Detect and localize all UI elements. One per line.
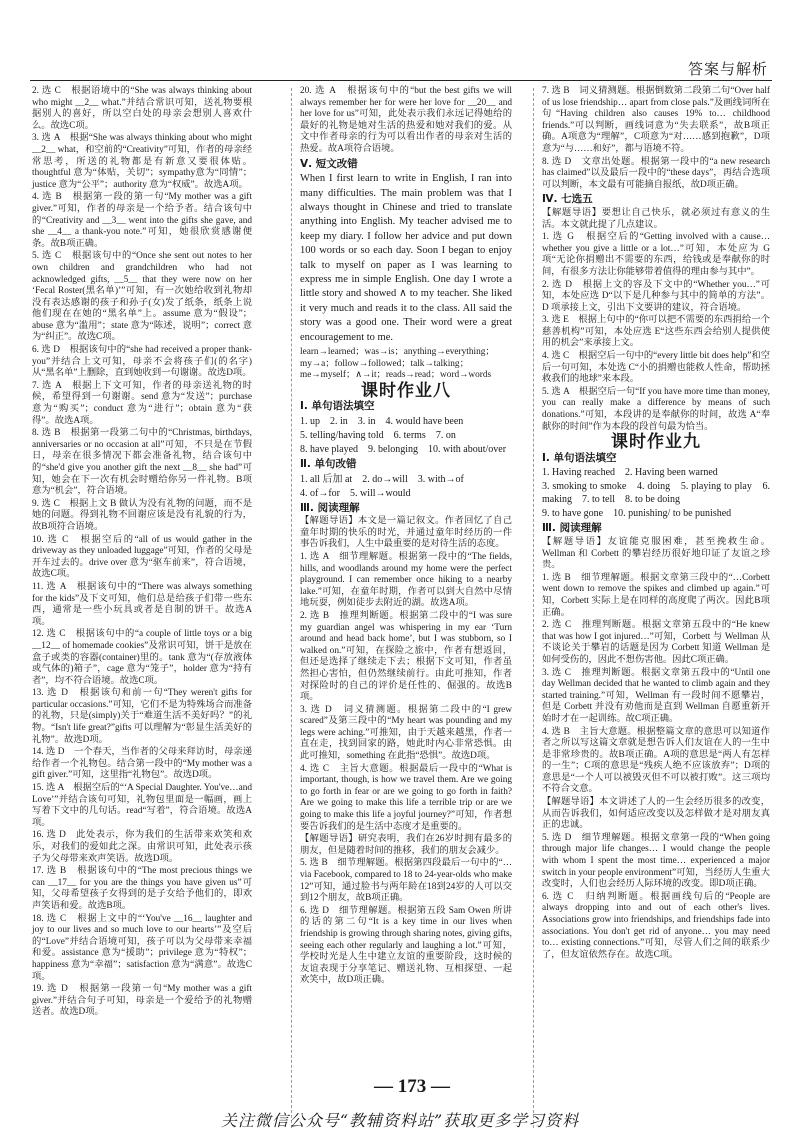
answer-item: 1. 选 B 细节理解题。根据文章第三段中的“…Corbett went down to remove the spikes and climbed up again.”可知，Corbett 实际上是在同样的高度爬了两次。因此B项正确。: [542, 572, 770, 618]
answer-line: 1. all 后加 at 2. do→will 3. with→of: [300, 473, 464, 485]
answer-line: 9. to have gone 10. punishing/ to be punished: [542, 508, 732, 520]
answer-item: 16. 选 D 此处表示，你为我们的生活带来欢笑和欢乐，对我们的爱如此之深。由常识可知，此处表示孩子为父母带来欢声笑语。故选D项。: [32, 830, 252, 864]
column-left: [32, 86, 252, 1020]
error-correction-essay: [300, 172, 512, 345]
answer-item: 6. 选 C 归纳判断题。根据画线句后的“People are always dropping into and out of each other's lives. Associations grow into friendships, and friendships fade into associations. You don't get rid of anyone… you may need to… existing connections.”可知，尽管人们之间的联系少了，但友谊依然存在。故选C项。: [542, 891, 770, 960]
answer-item: 4. 选 B 根据第一段的第一句“My mother was a gift giver.”可知，作者的母亲是一个给予者。结合该句中的“Creativity and __3__ went into the gifts she gave, and she __4__ a thank-you note.”可知，她很欣赏感谢便条。故B项正确。: [32, 192, 252, 249]
answer-item: 2. 选 C 根据语境中的“She was always thinking about who might __2__ what.”并结合常识可知，送礼物要根据别人的喜好，所以空白处的母亲会想别人喜欢什么。故选C项。: [32, 86, 252, 131]
header-rule: [30, 80, 772, 81]
answer-item: 5. 选 B 细节理解题。根据第四段最后一句中的“…via Facebook, compared to 18 to 24-year-olds who make 12”可知，通过脸书与两年龄在18到24岁的人可以交到12个朋友，故B项正确。: [300, 858, 512, 904]
answer-line: 1. Having reached 2. Having been warned: [542, 467, 718, 479]
answer-item: 1. 选 A 细节理解题。根据第一段中的“The fields, hills, and woodlands around my home were the perfect playground. I can remember once hiking to a nearby lake.”可知，在童年时期，作者可以到大自然中尽情地玩耍，例如徒步去附近的湖。故选A项。: [300, 551, 512, 609]
answer-item: 9. 选 C 根据上文 B 做认为没有礼物的问题，而不是她的问题。得到礼物不回谢应该是没有礼貌的行为，故B项符合语境。: [32, 498, 252, 532]
answer-item: 18. 选 C 根据上文中的“‘You've __16__ laughter and joy to our lives and so much love to our hearts’”及空后的“Love”并结合语境可知，孩子可以为父母带来幸福和爱。assistance 意为“援助”；privilege 意为“特权”；happiness 意为“幸福”；satisfaction 意为“满意”。故选C项。: [32, 913, 252, 982]
answer-line: 4. of→for 5. will→would: [300, 487, 411, 499]
answer-item: 8. 选 B 根据第一段第二句中的“Christmas, birthdays, anniversaries or no occasion at all”可知，不只是在节假日，母亲在很多情况下都会准备礼物，结合该句中的“she'd give you another gift the next __8__ she had”可知，她会在下一次有机会时赠给你另一件礼物。B项意为“机会”，符合语境。: [32, 428, 252, 497]
answer-item: 6. 选 D 细节理解题。根据第五段 Sam Owen 所讲的话的第二句“It is a key time in our lives when friendship is growing through sharing notes, giving gifts, seeing each other regularly and laughing a lot.”可知，学校时光是人生中建立友谊的重要阶段，这时候的友谊表现于分享笔记、赠送礼物、互相探望、一起欢笑中，故D项正确。: [300, 905, 513, 986]
column-divider: [291, 88, 292, 1128]
answer-item: 13. 选 D 根据该句和前一句“They weren't gifts for particular occasions.”可知，它们不是为特殊场合而准备的礼物，只是(simply)关于“难道生活不美好吗？”的礼物。“Isn't life great?”gifts 可以理解为“彰显生活美好的礼物”。故选D项。: [32, 688, 252, 745]
answer-item: 3. 选 A 根据“She was always thinking about who might __2__ what，和空前的“Creativity”可知，作者的母亲经常思考，所送的礼物都是有新意又要很体贴。thoughtful 意为“体贴，关切”；sympathy意为“同情”；justice 意为“公平”；authority 意为“权威”。故选A项。: [32, 133, 252, 190]
answer-line: 8. have played 9. belonging 10. with about/over: [300, 444, 507, 455]
section-heading: Ⅲ. 阅读理解: [542, 522, 602, 535]
answer-item: 7. 选 A 根据上下文可知，作者的母亲送礼物的时候，希望得到一句谢谢。send 意为“发送”；purchase 意为“购买”；conduct 意为“进行”；obtain 意为“获得”。故选A项。: [32, 380, 252, 426]
answer-item: 3. 选 C 推理判断题。根据文章第五段中的“Until one day Wellman decided that he wanted to climb again and they started training.”可知，Wellman 有一段时间不愿攀岩，但是 Corbett 并没有劝他而是直到 Wellman 自愿重新开始时才在一起训练。故C项正确。: [542, 667, 770, 724]
answer-line: 5. telling/having told 6. terms 7. on: [300, 430, 456, 441]
answer-item: 3. 选 E 根据上句中的“你可以把不需要的东西捐给一个慈善机构”可知，本处应选 E“这些东西会给别人提供使用的机会”来承接上文。: [542, 315, 770, 349]
answer-item: 【解题导语】研究表明，我们在26岁时拥有最多的朋友，但是随着时间的推移，我们的朋友会减少。: [300, 834, 512, 856]
answer-item: 11. 选 A 根据该句中的“There was always something for the kids”及下文可知，他们总是给孩子们带一些东西，通常是一些小玩具或者是自制的饼干。故选A项。: [32, 581, 252, 627]
answer-item: 【解题导语】要想让自己快乐，就必须过有意义的生活。本文就此提了几点建议。: [542, 207, 770, 230]
answer-item: 【解题导语】本文是一篇记叙文。作者回忆了自己童年时期的快乐的时光，并通过童年时经历的一件事告诉我们，人生中最重要的是对待生活的态度。: [300, 516, 512, 550]
column-right: [542, 86, 770, 962]
answer-item: 1. 选 G 根据空后的“Getting involved with a cause… whether you give a little or a lot…”可知，本处应为 G 项“无论你捐赠出不需要的东西，给钱或是奉献你的时间，有很多方法让你能够带着值得的理由参与其中”。: [542, 232, 770, 277]
answer-item: 4. 选 C 主旨大意题。根据最后一段中的“What is important, though, is how we travel them. Are we going to go forth in fear or are we going to go forth in faith? Are we going to make this life a terrible trip or are we going to make this life a joyful journey?”可知，作者想要告诉我们的是生活中态度才是重要的。: [300, 763, 512, 832]
answer-item: 2. 选 D 根据上文的容及下文中的“Whether you…”可知，本处应选 D“以下是几种参与其中的简单的方法”。D 项承接上文，引出下文要讲的建议，符合语境。: [542, 279, 770, 313]
answer-item: 2. 选 C 推理判断题。根据文章第五段中的“He knew that was how I got injured…”可知，Corbett 与 Wellman 从不谈论关于攀岩的话题是因为 Corbett 知道 Wellman 是如何受伤的，因此不想伤害他。因此C项正确。: [542, 620, 770, 665]
section-heading: Ⅲ. 阅读理解: [300, 501, 360, 514]
section-heading: Ⅰ. 单句语法填空: [300, 400, 375, 413]
answer-item: 17. 选 B 根据该句中的“The most precious things we can __17__ for you are the things you have given us”可知，父母希望孩子女得到的是子女给予他们的，即欢声笑语和爱。故选B项。: [32, 866, 252, 911]
answer-item: 【解题导语】友谊能克服困难，甚至挽救生命。Wellman 和 Corbett 的攀岩经历很好地印证了友谊之珍贵。: [542, 537, 770, 571]
footer-note: 关注微信公众号“教辅资料站”获取更多学习资料: [220, 1111, 580, 1130]
answer-item: 20. 选 A 根据该句中的“but the best gifts we will always remember her for were her love for __20__ and her love for us”可知，此处表示我们永远记得她给的最好的礼物是她对生活的热爱和她对我们的爱。从文中作者母亲的行为可以看出作者的母亲对生活的热爱。故A项符合语境。: [300, 86, 512, 154]
answer-item: 【解题导语】本文讲述了人的一生会经历很多的改变，从而告诉我们，如何适应改变以及怎样做才是对朋友真正的忠诚。: [542, 797, 770, 831]
essay-text: When I first learn to write in English, I ran into many difficulties. The main problem was that I always thought in Chinese and tried to translate anything into English. My teacher advised me to keep my diary. I follow her advice and put down 100 words or so each day. Soon I began to enjoy talk to myself on paper as I was learning to express me in simple English. One day I wrote a little story and showed ∧ to my teacher. She liked it very much and reads it to the class. All said the story was a good one. Their word were a great encouragement to me.: [300, 173, 512, 343]
answer-item: 19. 选 D 根据第一段第一句“My mother was a gift giver.”并结合句子可知，母亲是一个爱给予的礼物赠送者。故选D项。: [32, 984, 252, 1018]
answer-item: 5. 选 D 细节理解题。根据文章第一段的“When going through major life changes… I would change the people with whom I spent the most time… experienced a major switch in your people environment”可知，当经历人生重大改变时，人们也会经历人际环境的改变。即D项正确。: [542, 832, 770, 890]
answer-item: 5. 选 C 根据该句中的“Once she sent out notes to her own children and grandchildren who had not acknowledged gifts, __5__ that they were now on her ‘Fecal Roster(黑名单)’”可知，有一次她给收到礼物却没有表达感谢的孩子和孙子(女)发了纸条，纸条上说他们现在在她的“黑名单”上。assume 意为“假设”；abuse 意为“滥用”；state 意为“陈述，说明”；correct 意为“纠正”。故选C项。: [32, 251, 252, 343]
answer-item: 4. 选 B 主旨大意题。根据整篇文章的意思可以知道作者之所以写这篇文章就是想告诉人们友谊在人的一生中是非常珍贵的。故B项正确。A项的意思是“两人有怎样的一生”；C项的意思是“残疾人绝不应该放弃”；D项的意思是“一个人可以被毁灭但不可以被打败”。这三项均不符合文意。: [542, 726, 770, 795]
lesson-title: 课时作业八: [361, 380, 451, 401]
page-header: 答案与解析: [687, 60, 768, 78]
answer-item: 8. 选 D 文章出处题。根据第一段中的“a new research has claimed”以及最后一段中的“these days”，再结合选项可以判断，本文最有可能摘自报纸，故D项正确。: [542, 156, 770, 190]
column-divider: [533, 88, 534, 1128]
column-middle: [300, 86, 512, 988]
answer-item: 3. 选 D 词义猜测题。根据第二段中的“I grew scared”及第三段中的“My heart was pounding and my legs were aching.”可推知，由于天越来越黑，作者一直在走，找到回家的路，她此时内心非常恐惧。由此可推知，something 在此指“恐惧”。故选D项。: [300, 704, 512, 762]
answer-item: 14. 选 D 一个春天，当作者的父母来拜访时，母亲递给作者一个礼物包。结合第一段中的“My mother was a gift giver.”可知，这里指“礼物包”。故选D项。: [32, 747, 252, 781]
answer-line: 1. up 2. in 3. in 4. would have been: [300, 416, 464, 427]
answer-item: 15. 选 A 根据空后的“‘A Special Daughter. You've…and Love’”并结合该句可知，礼物包里面是一幅画，画上写着下文中的几句话。read“写着”，符合语境。故选A项。: [32, 783, 252, 828]
page-number: — 173 —: [374, 1076, 450, 1097]
section-heading: Ⅱ. 单句改错: [300, 458, 357, 470]
answer-line: 3. smoking to smoke 4. doing 5. playing to play 6. making 7. to tell 8. to be doing: [542, 481, 770, 506]
answer-item: 10. 选 C 根据空后的“all of us would gather in the driveway as they unloaded luggage”可知，作者的父母是开车过去的。drive over 意为“驱车前来”，符合语境，故选C项。: [32, 534, 252, 580]
answer-item: 12. 选 C 根据该句中的“a couple of little toys or a big __12__ of homemade cookies”及常识可知，饼干是放在盒子或类的容器(container)里的。tank 意为“(存放液体或气体的)箱子”，cage 意为“笼子”，holder 意为“持有者”，均不符合语境。故选C项。: [32, 629, 252, 686]
answer-item: 6. 选 D 根据该句中的“she had received a proper thank-you”并结合上文可知，母亲不会将孩子们(的名字)从“黑名单”上删除，直到她收到一句谢谢。故选D项。: [32, 345, 252, 379]
section-heading: Ⅰ. 单句语法填空: [542, 451, 617, 464]
answer-item: 4. 选 C 根据空后一句中的“every little bit does help”和空后一句可知，本处选 C“小的捐赠也能救人性命，帮助拯救我们的地球”来本段。: [542, 351, 770, 385]
lesson-title: 课时作业九: [611, 432, 701, 453]
answer-item: 2. 选 B 推理判断题。根据第二段中的“I was sure my guardian angel was whispering in my ear ‘Turn around and head back home’, but I was stubborn, so I walked on.”可知，在探险之旅中，作者有想返回，但还是选择了继续走下去；根据下文可知，作者虽然担心害怕，但仍然继续前行。由此可推知，作者对探险时的自己的评价是任性的、倔强的。故选B项。: [300, 610, 512, 703]
answer-item: 7. 选 B 词义猜测题。根据倒数第二段第二句“Over half of us lose friendship… apart from close pals.”及画线词所在句“Having children also causes 19% to… childhood friends.”可以判断，画线词意为“失去联系”，故B项正确。A项意为“理解”，C项意为“对……感到抱歉”，D项意为“与……和好”，都与语境不符。: [542, 86, 770, 154]
section-heading: Ⅳ. 七选五: [542, 193, 593, 206]
answer-item: 5. 选 A 根据空后一句“If you have more time than money, you can really make a difference by means of such donations.”可知，本段讲的是奉献你的时间，故选 A“奉献你的时间”作为本段的段首句最为恰当。: [542, 386, 770, 432]
correction-summary: learn→learned；was→is；anything→everything；my→a；follow→followed；talk→talking；me→myself；∧→it；reads→read；word→words: [300, 347, 495, 381]
section-heading: Ⅴ. 短文改错: [300, 157, 358, 170]
